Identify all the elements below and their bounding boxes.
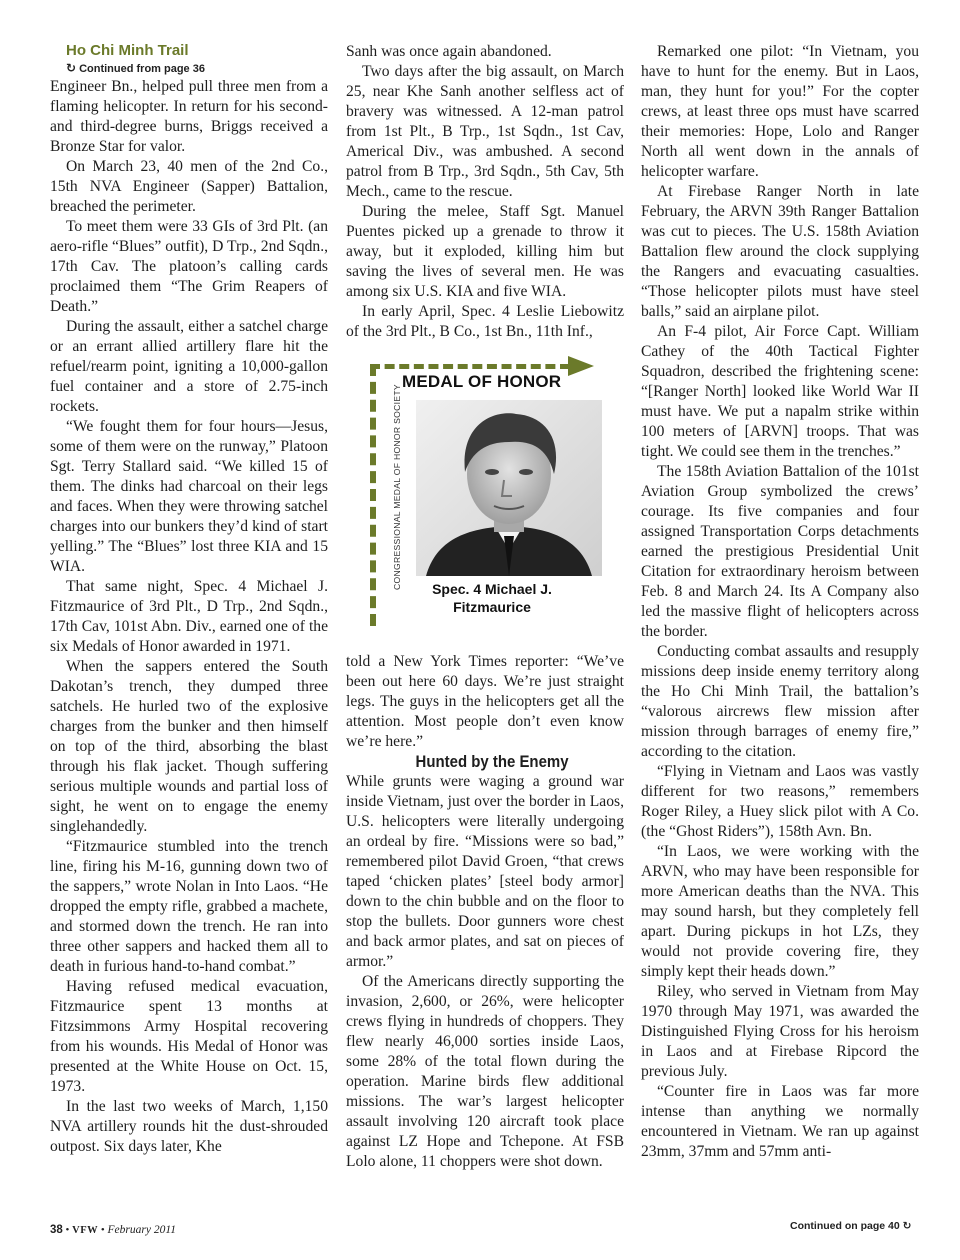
paragraph: Two days after the big assault, on March 25, near Khe Sanh another selfless act of bravery was witnessed. A 12-man patrol from 1st Plt., B Trp., 1st Sqdn., 1st Cav, Americal Div., was ambushed. A second patrol from B Trp., 3rd Sqdn., 5th Cav, 5th Mech., came to the rescue.: [346, 63, 624, 200]
paragraph: During the assault, either a satchel charge or an errant allied artillery flare hit the refuel/rearm point, igniting a 10,000-gallon fuel container and a store of 2.75-inch rockets.: [50, 318, 328, 415]
sidebar-title: MEDAL OF HONOR: [402, 372, 562, 391]
paragraph: Riley, who served in Vietnam from May 1970 through May 1971, was awarded the Distinguished Flying Cross for his heroism in Laos and at Firebase Ripcord the previous July.: [641, 983, 919, 1080]
paragraph: Sanh was once again abandoned.: [346, 43, 552, 60]
paragraph: At Firebase Ranger North in late February, the ARVN 39th Ranger Battalion was cut to pieces. The U.S. 158th Aviation Battalion flew around the clock supplying the Rangers and evacuating casualties. “Those helicopter pilots must have steel balls,” said an airplane pilot.: [641, 183, 919, 320]
paragraph: “Flying in Vietnam and Laos was vastly different for two reasons,” remembers Roger Riley, a Huey slick pilot with A Co. (the “Ghost Riders”), 158th Avn. Bn.: [641, 763, 919, 840]
continued-from-note: ↻ Continued from page 36: [66, 61, 205, 75]
page-folio: [50, 1224, 176, 1236]
portrait-illustration: [416, 400, 602, 576]
continued-arrow-icon: ↻: [66, 61, 77, 75]
paragraph: told a New York Times reporter: “We’ve been out here 60 days. We’re just straight legs. The guys in the helicopters get all the attention. Most people don’t even know we’re here.”: [346, 653, 624, 750]
paragraph: “We fought them for four hours—Jesus, some of them were on the runway,” Platoon Sgt. Terry Stallard said. “We killed 15 of them. The dinks had charcoal on their legs and faces. When they were throwing satchel charges into our bunkers they’d kind of start yelling.” The “Blues” lost three KIA and 15 WIA.: [50, 418, 328, 575]
paragraph: “Counter fire in Laos was far more intense than anything we normally encountered in Vietnam. We ran up against 23mm, 37mm and 57mm anti-: [641, 1083, 919, 1160]
paragraph: The 158th Aviation Battalion of the 101st Aviation Group symbolized the crews’ courage. Its five companies and four assigned Transportation Corps detachments earned the prestigious Presidential Unit Citation for extraordinary heroism between Feb. 8 and March 24. Its A Company also led the massive flight of helicopters across the border.: [641, 463, 919, 640]
paragraph: An F-4 pilot, Air Force Capt. William Cathey of the 40th Tactical Fighter Squadron, described the frightening scene: “[Ranger North] looked like World War II must have. We put a napalm strike within 100 meters of [ARVN] troops. That was tight. We could see them in the trenches.”: [641, 323, 919, 460]
photo-credit: CONGRESSIONAL MEDAL OF HONOR SOCIETY: [392, 384, 402, 590]
article-column-3: [641, 42, 919, 1162]
dashed-rule-top: [370, 364, 570, 369]
paragraph: That same night, Spec. 4 Michael J. Fitzmaurice of 3rd Plt., D Trp., 2nd Sqdn., 17th Cav, 101st Abn. Div., earned one of the six Medals of Honor awarded in 1971.: [50, 578, 328, 655]
paragraph: “In Laos, we were working with the ARVN, who may have been responsible for more American deaths than the NVA. This may sound harsh, but they completely fell apart. During pickups in hot LZs, they would not provide covering fire, they simply kept their heads down.”: [641, 843, 919, 980]
medal-of-honor-sidebar: [346, 350, 624, 640]
paragraph: Having refused medical evacuation, Fitzmaurice spent 13 months at Fitzsimmons Army Hospital recovering from his wounds. His Medal of Honor was presented at the White House on Oct. 15, 1973.: [50, 978, 328, 1095]
paragraph: Engineer Bn., helped pull three men from a flaming helicopter. In return for his second- and third-degree burns, Briggs received a Bronze Star for valor.: [50, 78, 328, 155]
bullet-separator: •: [100, 1224, 108, 1236]
article-column-2: [346, 42, 624, 1172]
section-subhead: Hunted by the Enemy: [415, 752, 569, 771]
paragraph: Of the Americans directly supporting the invasion, 2,600, or 26%, were helicopter crews flying in hundreds of choppers. They flew nearly 46,000 sorties inside Laos, some 28% of the total flown during the operation. Marine birds flew additional missions. The war’s largest helicopter assault involving 120 aircraft took place against LZ Hope and Tchepone. At FSB Lolo alone, 11 choppers were shot down.: [346, 973, 624, 1170]
article-column-1: [50, 42, 328, 1157]
issue-date: February 2011: [107, 1224, 176, 1236]
paragraph: While grunts were waging a ground war inside Vietnam, just over the border in Laos, U.S. helicopters were literally undergoing an ordeal by fire. “Missions were so bad,” remembered pilot David Groen, “that crews taped ‘chicken plates’ [steel body armor] down to the chin bubble and on the floor to stop the bullets. Door gunners wore chest and back armor plates, and sat on pieces of armor.”: [346, 773, 624, 970]
magazine-name: VFW: [72, 1225, 99, 1236]
continued-arrow-icon: ↻: [902, 1220, 912, 1232]
paragraph: Conducting combat assaults and resupply missions deep inside enemy territory along the Ho Chi Minh Trail, the battalion’s “valorous aircrews flew mission after mission through barrages of enemy fire,” according to the citation.: [641, 643, 919, 760]
continued-on-note: Continued on page 40 ↻: [790, 1220, 912, 1232]
photo-caption: Spec. 4 Michael J. Fitzmaurice: [432, 581, 552, 615]
paragraph: During the melee, Staff Sgt. Manuel Puentes picked up a grenade to throw it away, but it exploded, killing him but saving the lives of several men. He was among six U.S. KIA and five WIA.: [346, 203, 624, 300]
dashed-rule-left: [370, 364, 376, 626]
paragraph: In early April, Spec. 4 Leslie Liebowitz of the 3rd Plt., B Co., 1st Bn., 11th Inf.,: [346, 303, 624, 340]
paragraph: On March 23, 40 men of the 2nd Co., 15th NVA Engineer (Sapper) Battalion, breached the perimeter.: [50, 158, 328, 215]
paragraph: When the sappers entered the South Dakotan’s trench, they dumped three satchels. He hurled two of the explosive charges from the bunker and then himself on top of the third, absorbing the blast through his flak jacket. Though suffering serious multiple wounds and partial loss of sight, he went on to engage the enemy singlehandedly.: [50, 658, 328, 835]
paragraph: In the last two weeks of March, 1,150 NVA artillery rounds hit the dust-shrouded outpost. Six days later, Khe: [50, 1098, 328, 1155]
paragraph: “Fitzmaurice stumbled into the trench line, firing his M-16, gunning down two of the sappers,” wrote Nolan in Into Laos. “He dropped the empty rifle, grabbed a machete, and stormed down the trench. He ran into three other sappers and hacked them all to death in furious hand-to-hand combat.”: [50, 838, 328, 975]
portrait-photo: [416, 400, 602, 576]
bullet-separator: •: [65, 1224, 73, 1236]
page-number: 38: [50, 1224, 63, 1236]
paragraph: To meet them were 33 GIs of 3rd Plt. (an aero-rifle “Blues” outfit), D Trp., 2nd Sqdn., 17th Cav. The platoon’s calling cards proclaimed them “The Grim Reapers of Death.”: [50, 218, 328, 315]
section-title: Ho Chi Minh Trail: [66, 42, 189, 59]
paragraph: Remarked one pilot: “In Vietnam, you have to hunt for the enemy. But in Laos, man, they hunt for you!” For the copter crews, at least three ops must have scarred their memories: Hope, Lolo and Ranger North all went down in the annals of helicopter warfare.: [641, 43, 919, 180]
